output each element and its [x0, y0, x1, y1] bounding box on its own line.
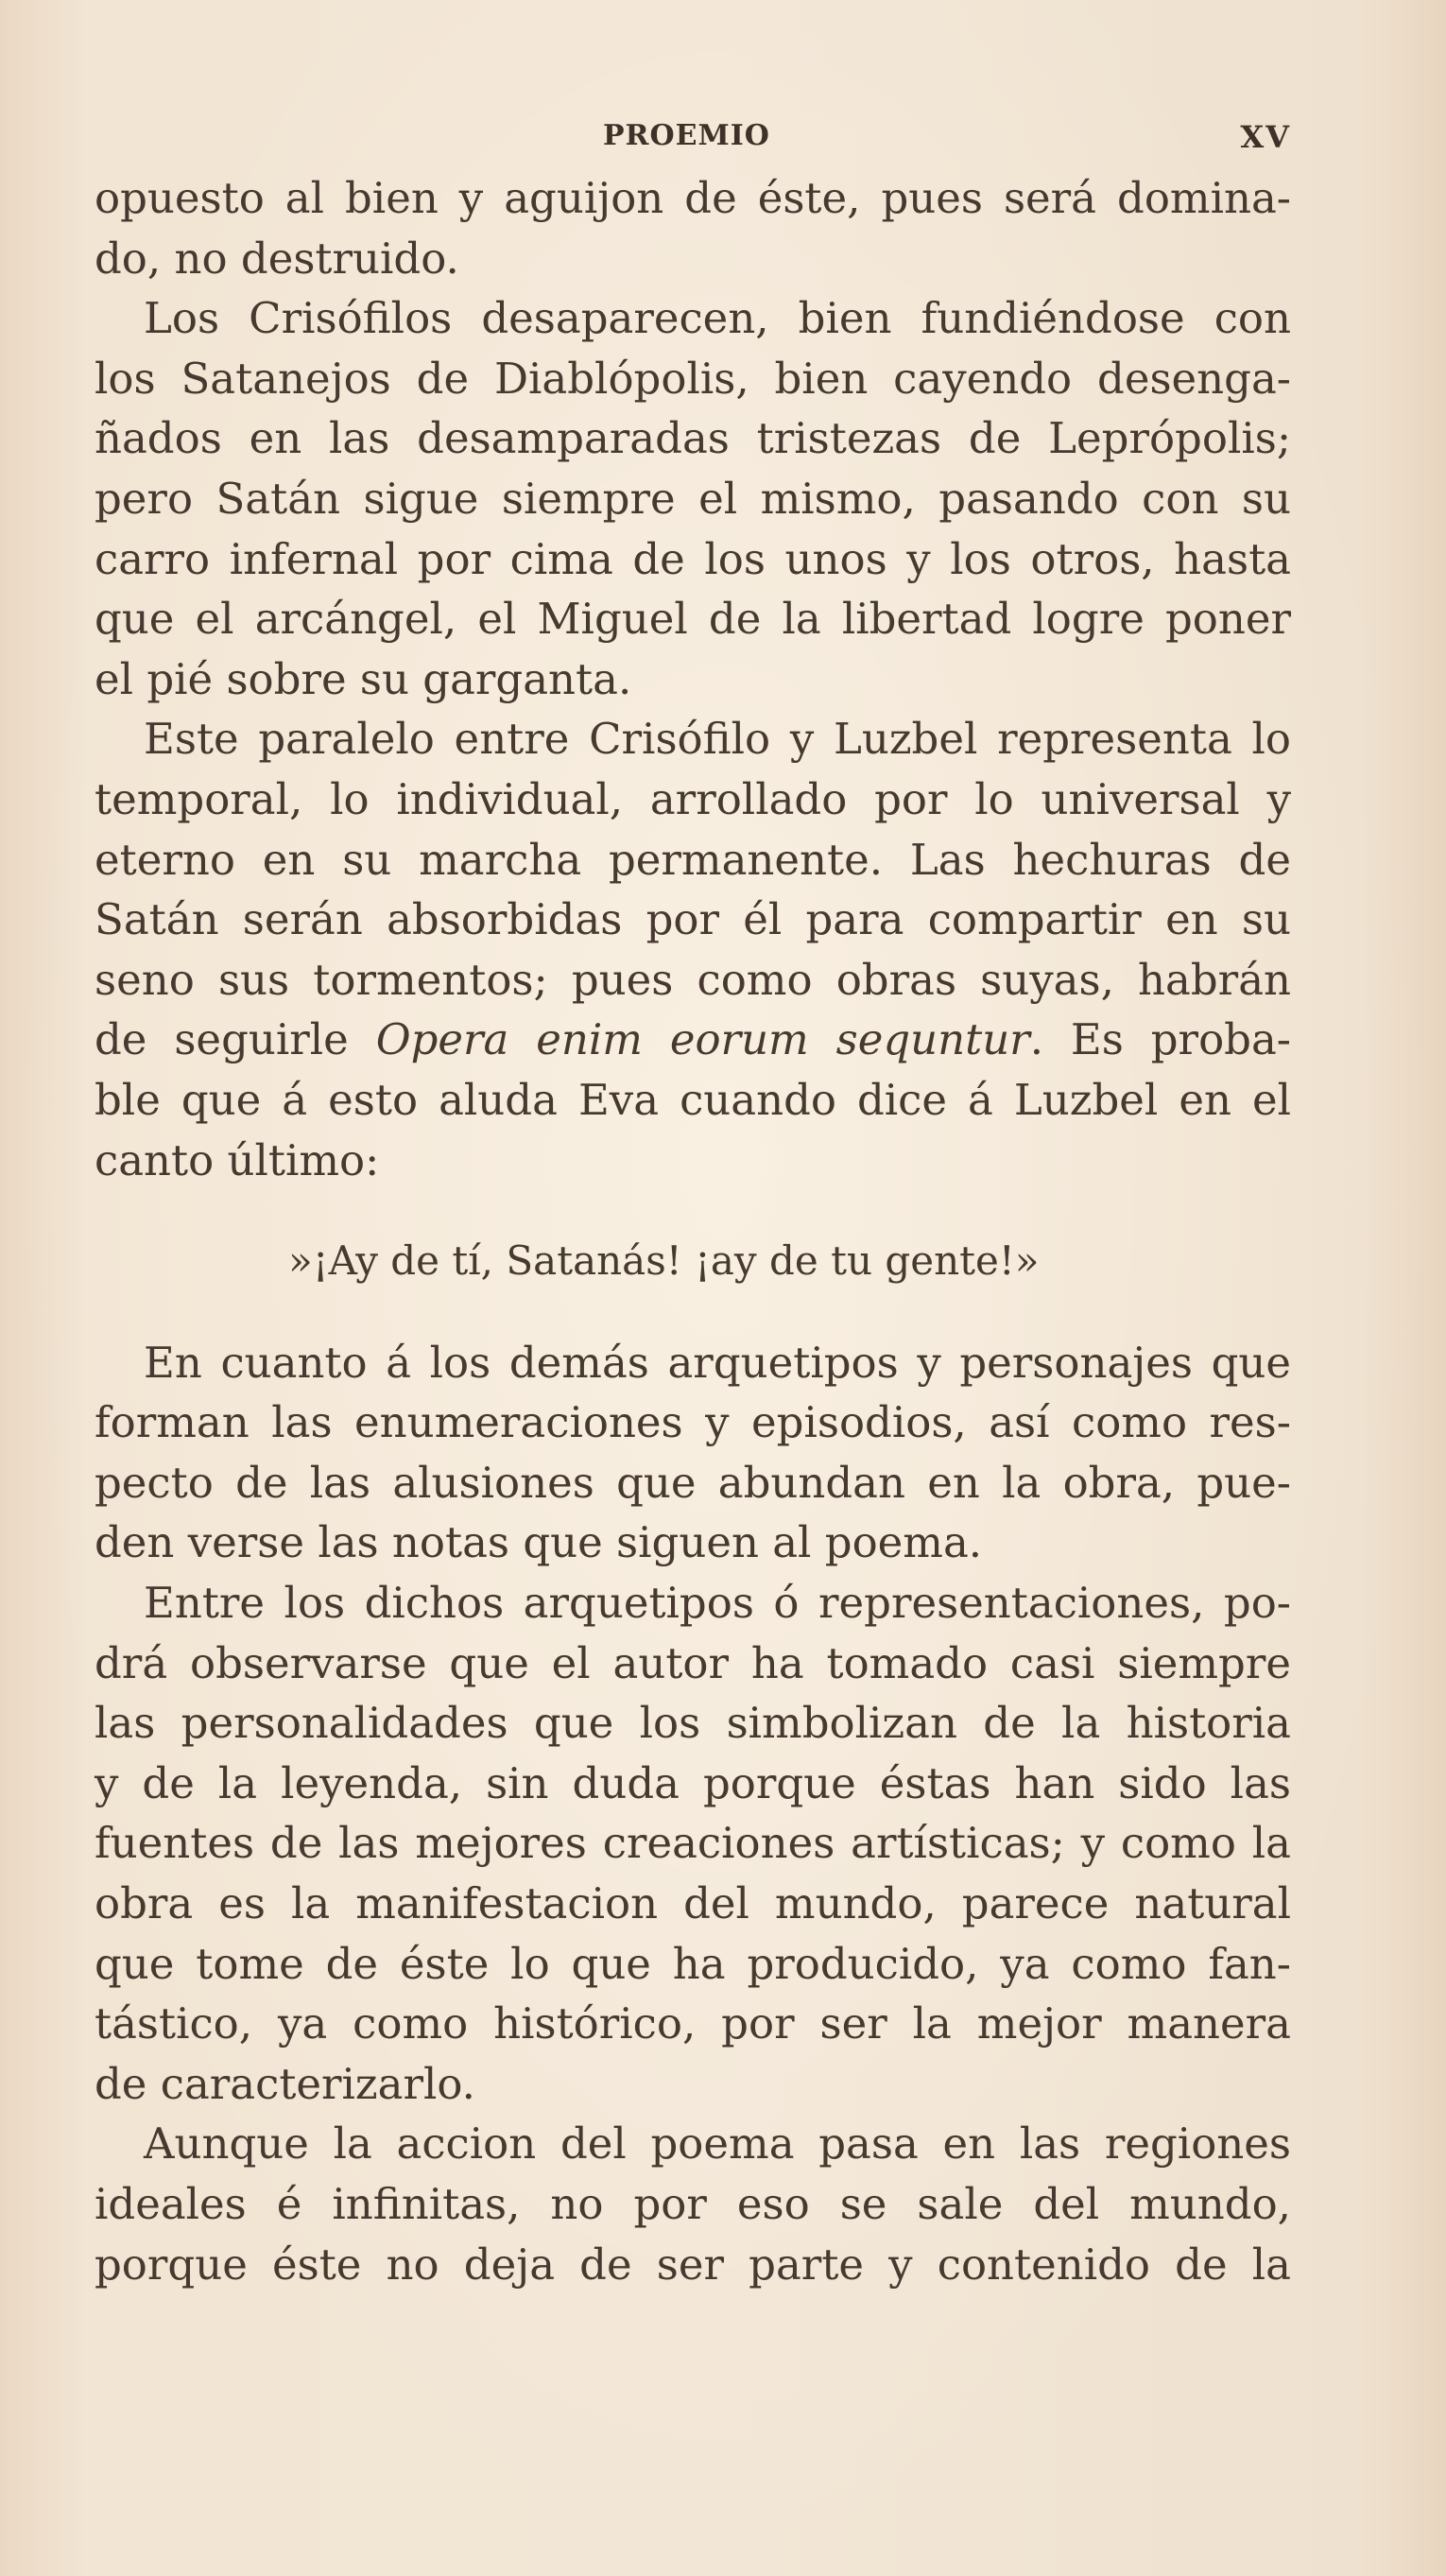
text-line: porque éste no deja de ser parte y contenido de la [95, 2239, 1291, 2290]
page-number: XV [1240, 119, 1291, 155]
running-title: PROEMIO [603, 119, 770, 152]
text-line: ble que á esto aluda Eva cuando dice á Luzbel en el [95, 1074, 1291, 1125]
text-line: fuentes de las mejores creaciones artísticas; y como la [95, 1818, 1291, 1869]
text-line: y de la leyenda, sin duda porque éstas han sido las [95, 1757, 1291, 1808]
body-text [95, 168, 1291, 2294]
text-line: que tome de éste lo que ha producido, ya como fan- [95, 1938, 1291, 1989]
text-line: do, no destruido. [95, 233, 459, 284]
text-line: el pié sobre su garganta. [95, 653, 632, 704]
text-line: seno sus tormentos; pues como obras suyas, habrán [95, 954, 1291, 1005]
text-line: ideales é infinitas, no por eso se sale del mundo, [95, 2179, 1291, 2229]
text-line: pecto de las alusiones que abundan en la obra, pue- [95, 1457, 1291, 1508]
text-line: obra es la manifestacion del mundo, parece natural [95, 1878, 1291, 1929]
text-line: que el arcángel, el Miguel de la libertad logre poner [95, 594, 1291, 645]
text-line: ñados en las desamparadas tristezas de Leprópolis; [95, 413, 1291, 464]
text-line: forman las enumeraciones y episodios, así como res- [95, 1397, 1291, 1448]
text-line: Este paralelo entre Crisófilo y Luzbel representa lo [144, 714, 1291, 765]
text-line: temporal, lo individual, arrollado por lo universal y [95, 773, 1291, 824]
text-line: las personalidades que los simbolizan de la historia [95, 1698, 1291, 1749]
text-line: de caracterizarlo. [95, 2058, 475, 2109]
text-line: den verse las notas que siguen al poema. [95, 1517, 983, 1568]
text-line: eterno en su marcha permanente. Las hechuras de [95, 834, 1291, 885]
text-line: Los Crisófilos desaparecen, bien fundiéndose con [144, 293, 1291, 344]
text-line: Satán serán absorbidas por él para compartir en su [95, 894, 1291, 945]
page-header [95, 119, 1291, 166]
text-line: carro infernal por cima de los unos y los otros, hasta [95, 533, 1291, 584]
text-line: Aunque la accion del poema pasa en las regiones [144, 2118, 1291, 2170]
text-line: Entre los dichos arquetipos ó representaciones, po- [144, 1578, 1291, 1629]
text-segment: . Es proba- [1029, 1014, 1292, 1065]
text-line: pero Satán sigue siempre el mismo, pasando con su [95, 473, 1291, 524]
verse-quotation: »¡Ay de tí, Satanás! ¡ay de tu gente!» [288, 1237, 1040, 1285]
text-line: canto último: [95, 1134, 380, 1185]
text-line: opuesto al bien y aguijon de éste, pues será domina- [95, 173, 1291, 223]
text-line: drá observarse que el autor ha tomado casi siempre [95, 1637, 1291, 1688]
text-segment: de seguirle [95, 1014, 376, 1065]
text-line: En cuanto á los demás arquetipos y personajes que [144, 1337, 1291, 1388]
text-line: tástico, ya como histórico, por ser la mejor manera [95, 1998, 1291, 2049]
latin-quote: Opera enim eorum sequntur [375, 1014, 1030, 1065]
text-line-with-latin-quote [95, 1010, 1291, 1070]
text-line: los Satanejos de Diablópolis, bien cayendo desenga- [95, 353, 1291, 404]
